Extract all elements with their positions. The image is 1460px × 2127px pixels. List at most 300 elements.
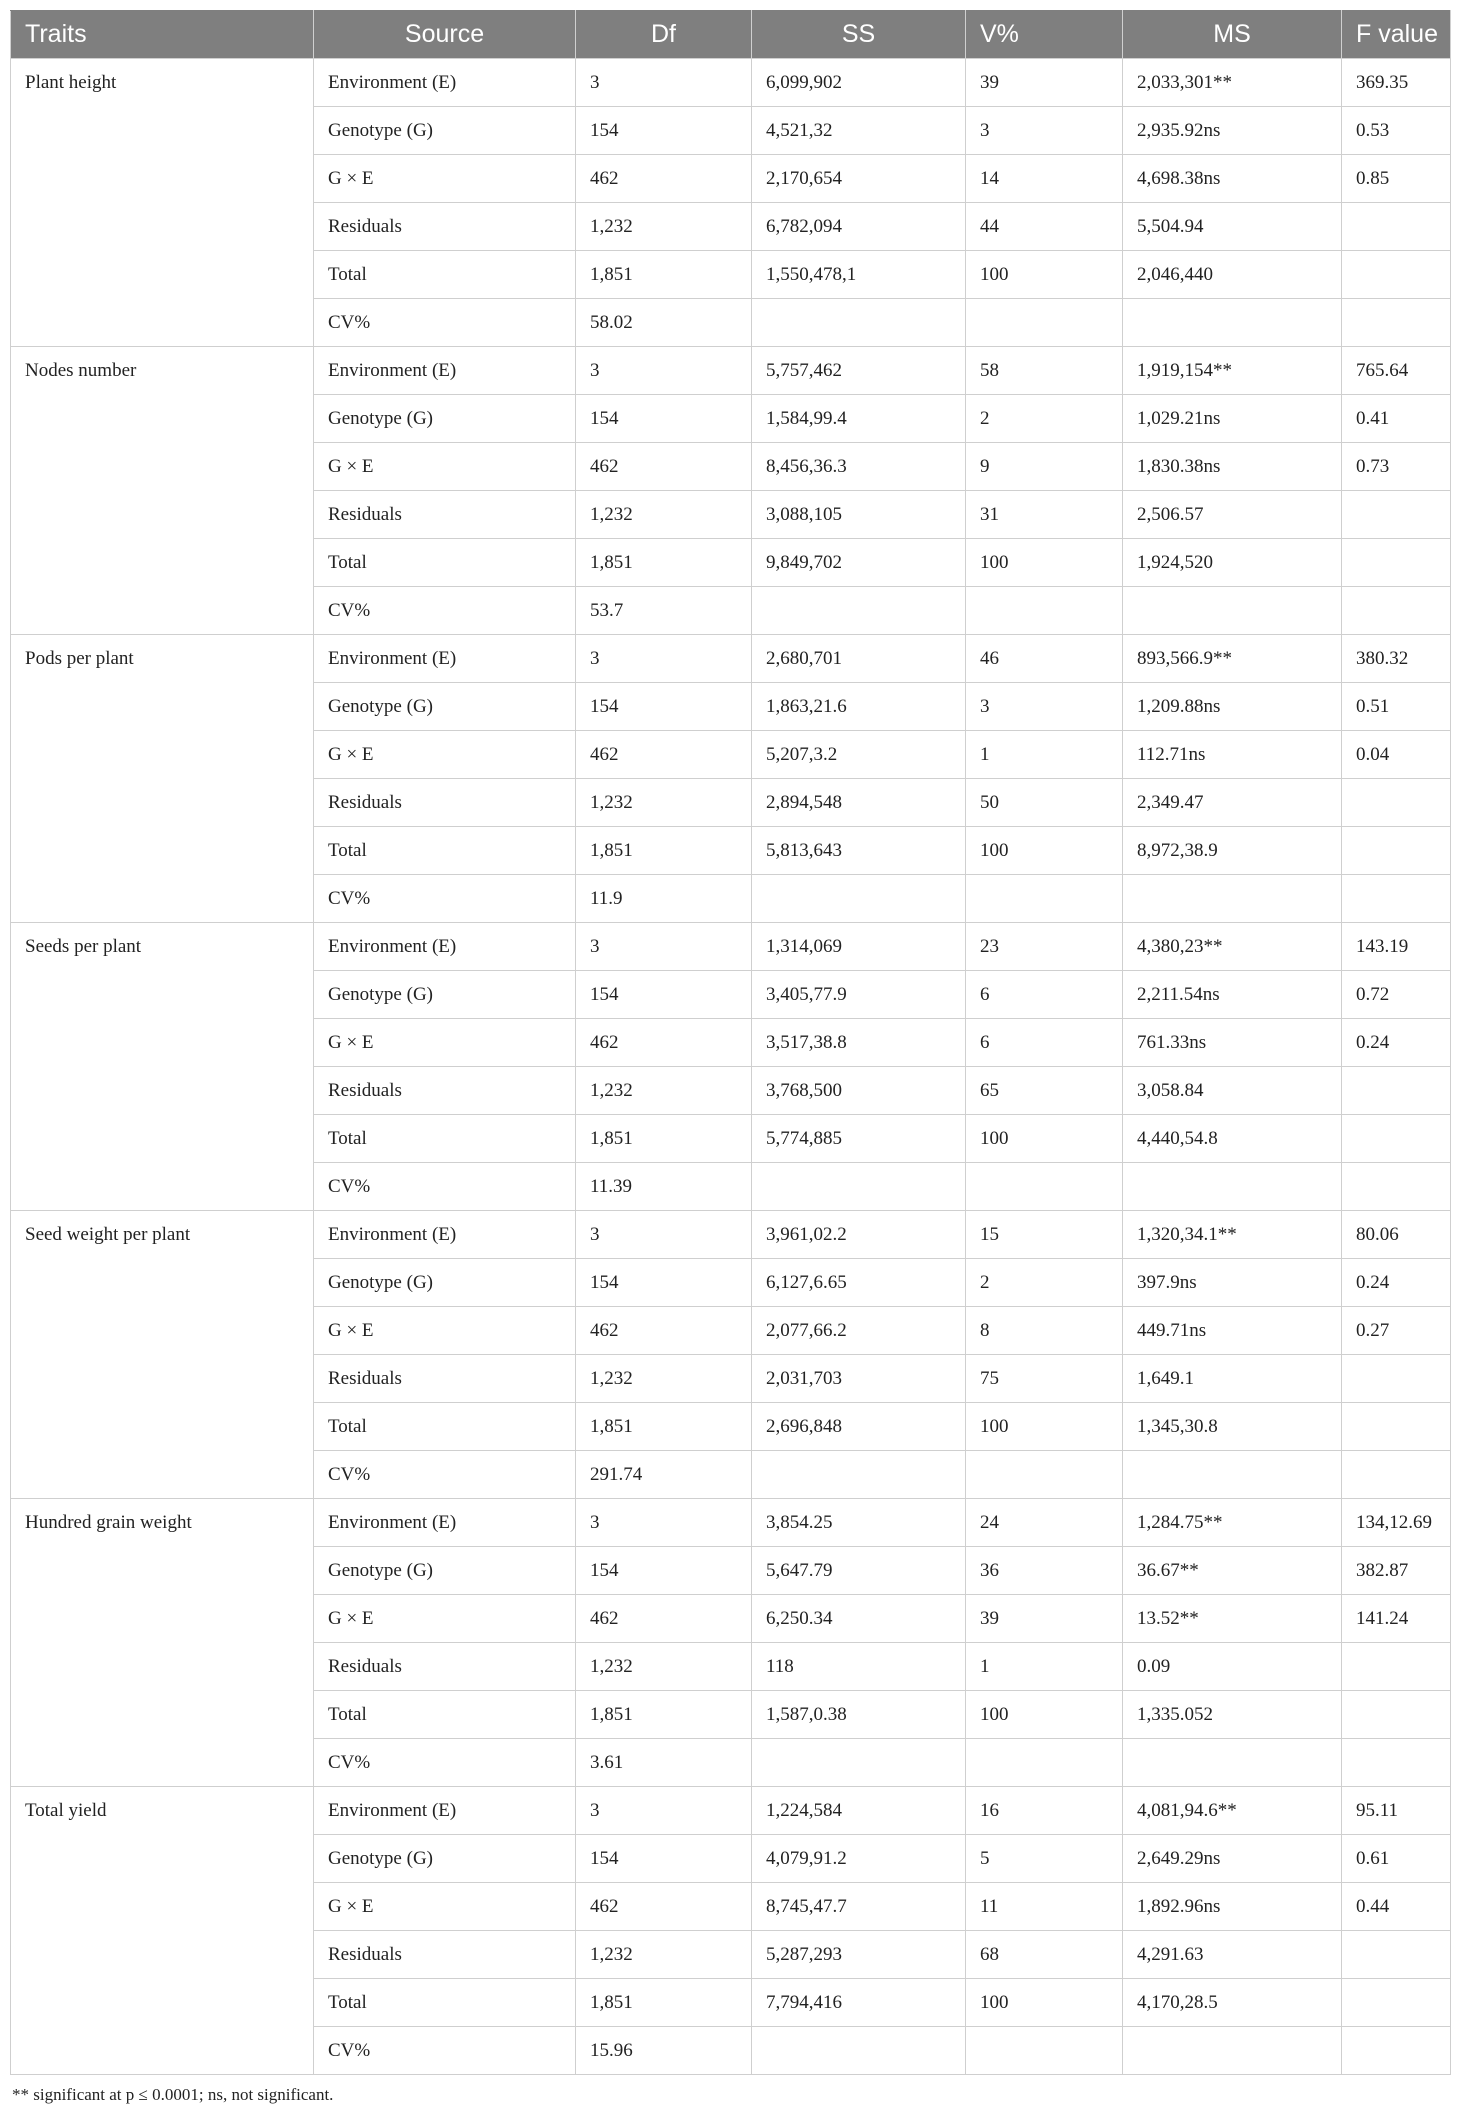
f-value-cell	[1342, 1739, 1451, 1787]
source-cell: CV%	[314, 875, 576, 923]
f-value-cell	[1342, 587, 1451, 635]
ss-cell: 4,079,91.2	[752, 1835, 966, 1883]
f-value-cell: 0.73	[1342, 443, 1451, 491]
table-row	[11, 1739, 1451, 1787]
ms-cell: 4,440,54.8	[1123, 1115, 1342, 1163]
v-percent-cell: 100	[966, 539, 1123, 587]
f-value-cell	[1342, 1403, 1451, 1451]
trait-cell-empty	[11, 731, 314, 779]
source-cell: Environment (E)	[314, 1211, 576, 1259]
header-df: Df	[576, 11, 752, 59]
ss-cell: 7,794,416	[752, 1979, 966, 2027]
ss-cell: 4,521,32	[752, 107, 966, 155]
table-row	[11, 1067, 1451, 1115]
ss-cell	[752, 2027, 966, 2075]
trait-cell-empty	[11, 1163, 314, 1211]
ss-cell: 1,550,478,1	[752, 251, 966, 299]
table-row	[11, 1787, 1451, 1835]
source-cell: Genotype (G)	[314, 1835, 576, 1883]
trait-cell-empty	[11, 155, 314, 203]
df-cell: 154	[576, 107, 752, 155]
source-cell: Residuals	[314, 1643, 576, 1691]
ss-cell: 3,088,105	[752, 491, 966, 539]
ms-cell: 4,380,23**	[1123, 923, 1342, 971]
table-row	[11, 155, 1451, 203]
table-row	[11, 443, 1451, 491]
df-cell: 3	[576, 635, 752, 683]
f-value-cell: 141.24	[1342, 1595, 1451, 1643]
ss-cell: 8,456,36.3	[752, 443, 966, 491]
trait-cell: Seeds per plant	[11, 923, 314, 971]
ss-cell	[752, 1451, 966, 1499]
df-cell: 462	[576, 155, 752, 203]
ms-cell: 1,924,520	[1123, 539, 1342, 587]
v-percent-cell: 8	[966, 1307, 1123, 1355]
f-value-cell	[1342, 1115, 1451, 1163]
ms-cell: 1,335.052	[1123, 1691, 1342, 1739]
ms-cell: 0.09	[1123, 1643, 1342, 1691]
source-cell: Environment (E)	[314, 347, 576, 395]
f-value-cell	[1342, 1451, 1451, 1499]
table-row	[11, 827, 1451, 875]
source-cell: G × E	[314, 731, 576, 779]
df-cell: 1,232	[576, 1355, 752, 1403]
trait-cell-empty	[11, 203, 314, 251]
table-row	[11, 395, 1451, 443]
f-value-cell: 0.85	[1342, 155, 1451, 203]
f-value-cell	[1342, 1691, 1451, 1739]
v-percent-cell: 68	[966, 1931, 1123, 1979]
source-cell: Total	[314, 827, 576, 875]
table-body	[11, 59, 1451, 2075]
df-cell: 3	[576, 923, 752, 971]
df-cell: 462	[576, 1883, 752, 1931]
f-value-cell: 0.27	[1342, 1307, 1451, 1355]
v-percent-cell: 23	[966, 923, 1123, 971]
df-cell: 1,232	[576, 1643, 752, 1691]
table-row	[11, 299, 1451, 347]
source-cell: G × E	[314, 1307, 576, 1355]
trait-cell-empty	[11, 971, 314, 1019]
v-percent-cell: 14	[966, 155, 1123, 203]
ms-cell: 4,170,28.5	[1123, 1979, 1342, 2027]
v-percent-cell: 100	[966, 827, 1123, 875]
f-value-cell	[1342, 827, 1451, 875]
v-percent-cell: 2	[966, 395, 1123, 443]
trait-cell: Pods per plant	[11, 635, 314, 683]
source-cell: Residuals	[314, 1355, 576, 1403]
trait-cell-empty	[11, 1067, 314, 1115]
source-cell: CV%	[314, 1451, 576, 1499]
ms-cell: 1,919,154**	[1123, 347, 1342, 395]
table-row	[11, 1835, 1451, 1883]
ms-cell	[1123, 299, 1342, 347]
source-cell: Genotype (G)	[314, 1547, 576, 1595]
ms-cell: 2,349.47	[1123, 779, 1342, 827]
ms-cell: 2,935.92ns	[1123, 107, 1342, 155]
v-percent-cell: 6	[966, 1019, 1123, 1067]
ms-cell: 2,211.54ns	[1123, 971, 1342, 1019]
df-cell: 154	[576, 1835, 752, 1883]
df-cell: 154	[576, 1547, 752, 1595]
ms-cell: 8,972,38.9	[1123, 827, 1342, 875]
header-row	[11, 11, 1451, 59]
table-row	[11, 1883, 1451, 1931]
ms-cell: 4,698.38ns	[1123, 155, 1342, 203]
v-percent-cell	[966, 299, 1123, 347]
trait-cell-empty	[11, 1595, 314, 1643]
f-value-cell	[1342, 779, 1451, 827]
trait-cell-empty	[11, 299, 314, 347]
trait-cell-empty	[11, 875, 314, 923]
df-cell: 1,232	[576, 203, 752, 251]
f-value-cell: 95.11	[1342, 1787, 1451, 1835]
ms-cell: 397.9ns	[1123, 1259, 1342, 1307]
f-value-cell: 0.24	[1342, 1019, 1451, 1067]
f-value-cell	[1342, 539, 1451, 587]
source-cell: G × E	[314, 443, 576, 491]
df-cell: 1,851	[576, 251, 752, 299]
df-cell: 1,851	[576, 1403, 752, 1451]
header-ss: SS	[752, 11, 966, 59]
table-row	[11, 1259, 1451, 1307]
df-cell: 462	[576, 1595, 752, 1643]
source-cell: CV%	[314, 2027, 576, 2075]
source-cell: Residuals	[314, 1931, 576, 1979]
table-row	[11, 1979, 1451, 2027]
f-value-cell: 0.24	[1342, 1259, 1451, 1307]
ss-cell: 6,099,902	[752, 59, 966, 107]
v-percent-cell: 75	[966, 1355, 1123, 1403]
df-cell: 154	[576, 971, 752, 1019]
header-v-percent: V%	[966, 11, 1123, 59]
ss-cell: 6,127,6.65	[752, 1259, 966, 1307]
f-value-cell	[1342, 1931, 1451, 1979]
header-f-value: F value	[1342, 11, 1451, 59]
source-cell: G × E	[314, 1595, 576, 1643]
table-row	[11, 59, 1451, 107]
ms-cell: 36.67**	[1123, 1547, 1342, 1595]
trait-cell-empty	[11, 1931, 314, 1979]
f-value-cell: 0.44	[1342, 1883, 1451, 1931]
header-source: Source	[314, 11, 576, 59]
v-percent-cell: 100	[966, 1979, 1123, 2027]
ss-cell: 5,757,462	[752, 347, 966, 395]
trait-cell-empty	[11, 1835, 314, 1883]
source-cell: Environment (E)	[314, 635, 576, 683]
ms-cell: 4,291.63	[1123, 1931, 1342, 1979]
v-percent-cell: 39	[966, 1595, 1123, 1643]
header-traits: Traits	[11, 11, 314, 59]
ms-cell: 449.71ns	[1123, 1307, 1342, 1355]
trait-cell-empty	[11, 539, 314, 587]
table-row	[11, 1019, 1451, 1067]
trait-cell-empty	[11, 443, 314, 491]
ss-cell: 1,587,0.38	[752, 1691, 966, 1739]
ms-cell	[1123, 1451, 1342, 1499]
ss-cell: 118	[752, 1643, 966, 1691]
f-value-cell	[1342, 299, 1451, 347]
df-cell: 53.7	[576, 587, 752, 635]
df-cell: 462	[576, 1307, 752, 1355]
ms-cell: 1,209.88ns	[1123, 683, 1342, 731]
f-value-cell: 0.41	[1342, 395, 1451, 443]
source-cell: CV%	[314, 1739, 576, 1787]
source-cell: CV%	[314, 587, 576, 635]
ss-cell: 3,961,02.2	[752, 1211, 966, 1259]
f-value-cell	[1342, 203, 1451, 251]
ms-cell	[1123, 587, 1342, 635]
trait-cell-empty	[11, 1403, 314, 1451]
ss-cell: 5,774,885	[752, 1115, 966, 1163]
trait-cell-empty	[11, 395, 314, 443]
source-cell: Genotype (G)	[314, 971, 576, 1019]
table-row	[11, 923, 1451, 971]
v-percent-cell: 2	[966, 1259, 1123, 1307]
trait-cell: Nodes number	[11, 347, 314, 395]
df-cell: 154	[576, 395, 752, 443]
f-value-cell: 0.53	[1342, 107, 1451, 155]
f-value-cell: 765.64	[1342, 347, 1451, 395]
ss-cell: 3,405,77.9	[752, 971, 966, 1019]
source-cell: Residuals	[314, 1067, 576, 1115]
ss-cell: 5,207,3.2	[752, 731, 966, 779]
ms-cell: 893,566.9**	[1123, 635, 1342, 683]
df-cell: 1,851	[576, 539, 752, 587]
trait-cell-empty	[11, 491, 314, 539]
ss-cell: 3,854.25	[752, 1499, 966, 1547]
f-value-cell: 380.32	[1342, 635, 1451, 683]
v-percent-cell: 9	[966, 443, 1123, 491]
df-cell: 291.74	[576, 1451, 752, 1499]
v-percent-cell: 1	[966, 1643, 1123, 1691]
ss-cell: 2,696,848	[752, 1403, 966, 1451]
table-row	[11, 1643, 1451, 1691]
table-row	[11, 1451, 1451, 1499]
ms-cell: 761.33ns	[1123, 1019, 1342, 1067]
ss-cell	[752, 1163, 966, 1211]
source-cell: Total	[314, 539, 576, 587]
df-cell: 3	[576, 59, 752, 107]
v-percent-cell: 50	[966, 779, 1123, 827]
ms-cell: 1,649.1	[1123, 1355, 1342, 1403]
ms-cell: 3,058.84	[1123, 1067, 1342, 1115]
ss-cell: 8,745,47.7	[752, 1883, 966, 1931]
df-cell: 1,851	[576, 1115, 752, 1163]
v-percent-cell	[966, 1163, 1123, 1211]
source-cell: Environment (E)	[314, 923, 576, 971]
table-row	[11, 1547, 1451, 1595]
source-cell: G × E	[314, 1019, 576, 1067]
v-percent-cell: 44	[966, 203, 1123, 251]
ms-cell	[1123, 875, 1342, 923]
df-cell: 3	[576, 1787, 752, 1835]
df-cell: 1,232	[576, 1931, 752, 1979]
v-percent-cell: 6	[966, 971, 1123, 1019]
table-row	[11, 971, 1451, 1019]
ss-cell	[752, 875, 966, 923]
table-row	[11, 491, 1451, 539]
v-percent-cell: 100	[966, 1115, 1123, 1163]
trait-cell-empty	[11, 1019, 314, 1067]
ss-cell	[752, 587, 966, 635]
ms-cell: 2,046,440	[1123, 251, 1342, 299]
table-row	[11, 1691, 1451, 1739]
trait-cell: Plant height	[11, 59, 314, 107]
f-value-cell	[1342, 875, 1451, 923]
table-row	[11, 1163, 1451, 1211]
ss-cell: 6,782,094	[752, 203, 966, 251]
source-cell: Total	[314, 1979, 576, 2027]
f-value-cell: 143.19	[1342, 923, 1451, 971]
v-percent-cell: 65	[966, 1067, 1123, 1115]
ms-cell: 1,029.21ns	[1123, 395, 1342, 443]
df-cell: 1,851	[576, 1691, 752, 1739]
table-row	[11, 1931, 1451, 1979]
ms-cell: 5,504.94	[1123, 203, 1342, 251]
source-cell: Genotype (G)	[314, 1259, 576, 1307]
ss-cell: 1,584,99.4	[752, 395, 966, 443]
source-cell: G × E	[314, 155, 576, 203]
df-cell: 3	[576, 1211, 752, 1259]
source-cell: Environment (E)	[314, 1499, 576, 1547]
anova-table	[10, 10, 1451, 2075]
ms-cell: 112.71ns	[1123, 731, 1342, 779]
table-row	[11, 1211, 1451, 1259]
trait-cell-empty	[11, 587, 314, 635]
f-value-cell	[1342, 1163, 1451, 1211]
table-row	[11, 635, 1451, 683]
f-value-cell: 382.87	[1342, 1547, 1451, 1595]
trait-cell-empty	[11, 1355, 314, 1403]
v-percent-cell: 31	[966, 491, 1123, 539]
f-value-cell	[1342, 1643, 1451, 1691]
f-value-cell: 0.51	[1342, 683, 1451, 731]
f-value-cell: 80.06	[1342, 1211, 1451, 1259]
source-cell: CV%	[314, 299, 576, 347]
v-percent-cell: 16	[966, 1787, 1123, 1835]
f-value-cell: 0.72	[1342, 971, 1451, 1019]
ss-cell: 3,517,38.8	[752, 1019, 966, 1067]
v-percent-cell: 100	[966, 251, 1123, 299]
source-cell: Total	[314, 1403, 576, 1451]
table-row	[11, 779, 1451, 827]
ss-cell: 6,250.34	[752, 1595, 966, 1643]
table-row	[11, 683, 1451, 731]
source-cell: Total	[314, 1115, 576, 1163]
source-cell: Total	[314, 1691, 576, 1739]
anova-table-container	[10, 10, 1450, 2105]
v-percent-cell	[966, 2027, 1123, 2075]
table-row	[11, 875, 1451, 923]
table-row	[11, 1595, 1451, 1643]
f-value-cell	[1342, 1979, 1451, 2027]
trait-cell-empty	[11, 683, 314, 731]
f-value-cell: 134,12.69	[1342, 1499, 1451, 1547]
ms-cell: 2,649.29ns	[1123, 1835, 1342, 1883]
ms-cell	[1123, 2027, 1342, 2075]
f-value-cell	[1342, 491, 1451, 539]
f-value-cell	[1342, 251, 1451, 299]
df-cell: 154	[576, 683, 752, 731]
df-cell: 3.61	[576, 1739, 752, 1787]
ss-cell: 2,170,654	[752, 155, 966, 203]
v-percent-cell	[966, 1739, 1123, 1787]
df-cell: 58.02	[576, 299, 752, 347]
f-value-cell	[1342, 1067, 1451, 1115]
df-cell: 462	[576, 443, 752, 491]
ss-cell: 3,768,500	[752, 1067, 966, 1115]
ms-cell: 2,506.57	[1123, 491, 1342, 539]
trait-cell-empty	[11, 2027, 314, 2075]
source-cell: CV%	[314, 1163, 576, 1211]
table-row	[11, 587, 1451, 635]
ss-cell	[752, 299, 966, 347]
trait-cell-empty	[11, 1115, 314, 1163]
f-value-cell: 369.35	[1342, 59, 1451, 107]
v-percent-cell: 36	[966, 1547, 1123, 1595]
v-percent-cell: 58	[966, 347, 1123, 395]
ms-cell: 1,320,34.1**	[1123, 1211, 1342, 1259]
ss-cell: 9,849,702	[752, 539, 966, 587]
ss-cell: 5,813,643	[752, 827, 966, 875]
v-percent-cell: 100	[966, 1691, 1123, 1739]
trait-cell-empty	[11, 1547, 314, 1595]
source-cell: Genotype (G)	[314, 683, 576, 731]
table-row	[11, 347, 1451, 395]
ms-cell: 1,892.96ns	[1123, 1883, 1342, 1931]
ms-cell: 1,345,30.8	[1123, 1403, 1342, 1451]
f-value-cell	[1342, 1355, 1451, 1403]
df-cell: 3	[576, 347, 752, 395]
trait-cell-empty	[11, 1979, 314, 2027]
df-cell: 11.9	[576, 875, 752, 923]
source-cell: Environment (E)	[314, 1787, 576, 1835]
table-row	[11, 203, 1451, 251]
ss-cell: 1,314,069	[752, 923, 966, 971]
ss-cell: 1,224,584	[752, 1787, 966, 1835]
v-percent-cell: 3	[966, 107, 1123, 155]
trait-cell-empty	[11, 779, 314, 827]
table-row	[11, 1355, 1451, 1403]
v-percent-cell: 15	[966, 1211, 1123, 1259]
header-ms: MS	[1123, 11, 1342, 59]
v-percent-cell: 100	[966, 1403, 1123, 1451]
f-value-cell: 0.04	[1342, 731, 1451, 779]
ss-cell: 1,863,21.6	[752, 683, 966, 731]
table-row	[11, 1499, 1451, 1547]
source-cell: Residuals	[314, 491, 576, 539]
ms-cell: 1,830.38ns	[1123, 443, 1342, 491]
trait-cell-empty	[11, 1451, 314, 1499]
trait-cell: Seed weight per plant	[11, 1211, 314, 1259]
table-row	[11, 107, 1451, 155]
v-percent-cell	[966, 1451, 1123, 1499]
v-percent-cell: 5	[966, 1835, 1123, 1883]
trait-cell-empty	[11, 1259, 314, 1307]
table-row	[11, 539, 1451, 587]
v-percent-cell: 1	[966, 731, 1123, 779]
df-cell: 11.39	[576, 1163, 752, 1211]
v-percent-cell: 11	[966, 1883, 1123, 1931]
trait-cell-empty	[11, 1691, 314, 1739]
trait-cell: Hundred grain weight	[11, 1499, 314, 1547]
ss-cell: 2,077,66.2	[752, 1307, 966, 1355]
trait-cell-empty	[11, 107, 314, 155]
v-percent-cell	[966, 587, 1123, 635]
df-cell: 1,851	[576, 827, 752, 875]
source-cell: Residuals	[314, 779, 576, 827]
